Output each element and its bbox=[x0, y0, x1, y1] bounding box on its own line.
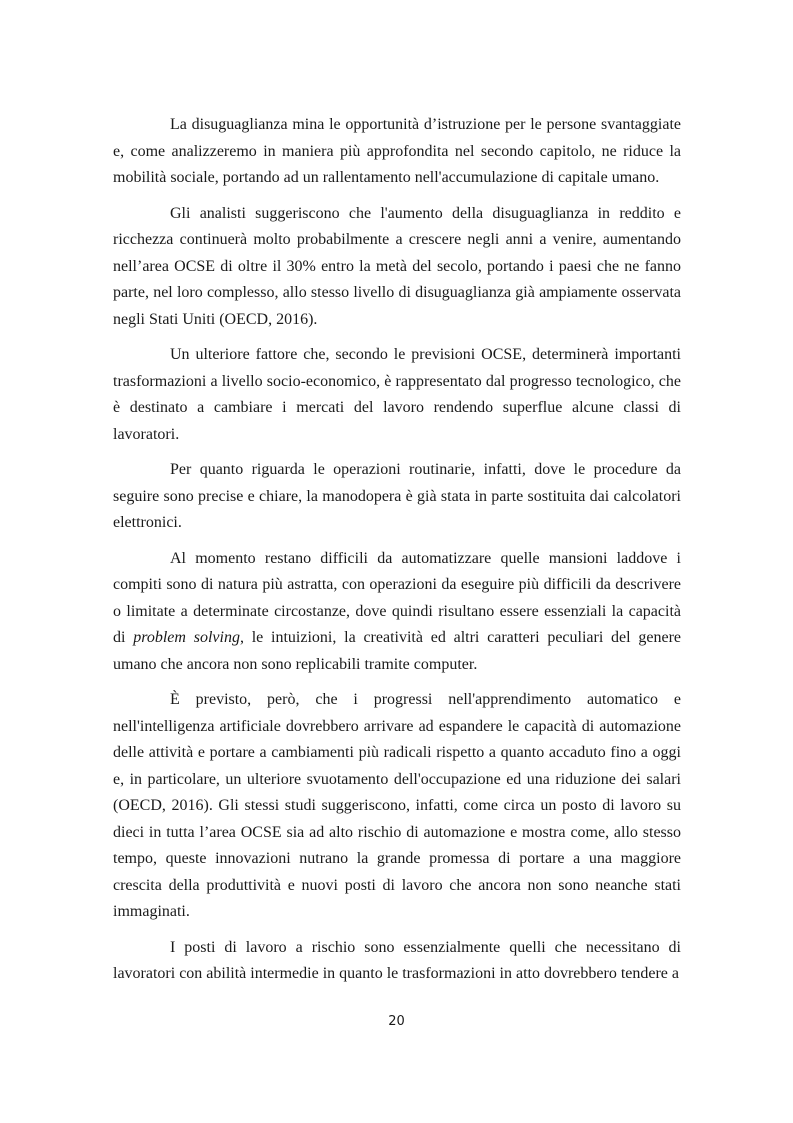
paragraph bbox=[113, 342, 681, 448]
page-number: 20 bbox=[388, 1014, 405, 1029]
italic-term: problem solving bbox=[133, 629, 240, 646]
paragraph-text: , le intuizioni, la creatività ed altri caratteri peculiari del genere umano che ancora non sono replicabili tramite computer. bbox=[113, 629, 681, 673]
paragraph-text: È previsto, però, che i progressi nell'apprendimento automatico e nell'intelligenza artificiale dovrebbero arrivare ad espandere le capacità di automazione delle attività e portare a cambiamenti più radicali rispetto a quanto accaduto fino a oggi e, in particolare, un ulteriore svuotamento dell'occupazione ed una riduzione dei salari (OECD, 2016). Gli stessi studi suggeriscono, infatti, come circa un posto di lavoro su dieci in tutta l’area OCSE sia ad alto rischio di automazione e mostra come, allo stesso tempo, queste innovazioni nutrano la grande promessa di portare a una maggiore crescita della produttività e nuovi posti di lavoro che ancora non sono neanche stati immaginati. bbox=[113, 691, 681, 920]
paragraph bbox=[113, 546, 681, 679]
paragraph bbox=[113, 201, 681, 334]
paragraph-text: Un ulteriore fattore che, secondo le previsioni OCSE, determinerà importanti trasformazioni a livello socio-economico, è rappresentato dal progresso tecnologico, che è destinato a cambiare i mercati del lavoro rendendo superflue alcune classi di lavoratori. bbox=[113, 346, 681, 443]
paragraph bbox=[113, 457, 681, 537]
paragraph-text: Al momento restano difficili da automatizzare quelle mansioni laddove i compiti sono di natura più astratta, con operazioni da eseguire più difficili da descrivere o limitate a determinate circostanze, dove quindi risultano essere essenziali la capacità di bbox=[113, 549, 681, 646]
paragraph-text: La disuguaglianza mina le opportunità d’istruzione per le persone svantaggiate e, come analizzeremo in maniera più approfondita nel secondo capitolo, ne riduce la mobilità sociale, portando ad un rallentamento nell'accumulazione di capitale umano. bbox=[113, 116, 681, 186]
body-text bbox=[113, 112, 681, 997]
paragraph-text: Gli analisti suggeriscono che l'aumento della disuguaglianza in reddito e ricchezza continuerà molto probabilmente a crescere negli anni a venire, aumentando nell’area OCSE di oltre il 30% entro la metà del secolo, portando i paesi che ne fanno parte, nel loro complesso, allo stesso livello di disuguaglianza già ampiamente osservata negli Stati Uniti (OECD, 2016). bbox=[113, 204, 681, 328]
paragraph bbox=[113, 112, 681, 192]
paragraph bbox=[113, 687, 681, 926]
paragraph-text: I posti di lavoro a rischio sono essenzialmente quelli che necessitano di lavoratori con abilità intermedie in quanto le trasformazioni in atto dovrebbero tendere a bbox=[113, 938, 681, 982]
paragraph-text: Per quanto riguarda le operazioni routinarie, infatti, dove le procedure da seguire sono precise e chiare, la manodopera è già stata in parte sostituita dai calcolatori elettronici. bbox=[113, 461, 681, 531]
paragraph bbox=[113, 935, 681, 988]
